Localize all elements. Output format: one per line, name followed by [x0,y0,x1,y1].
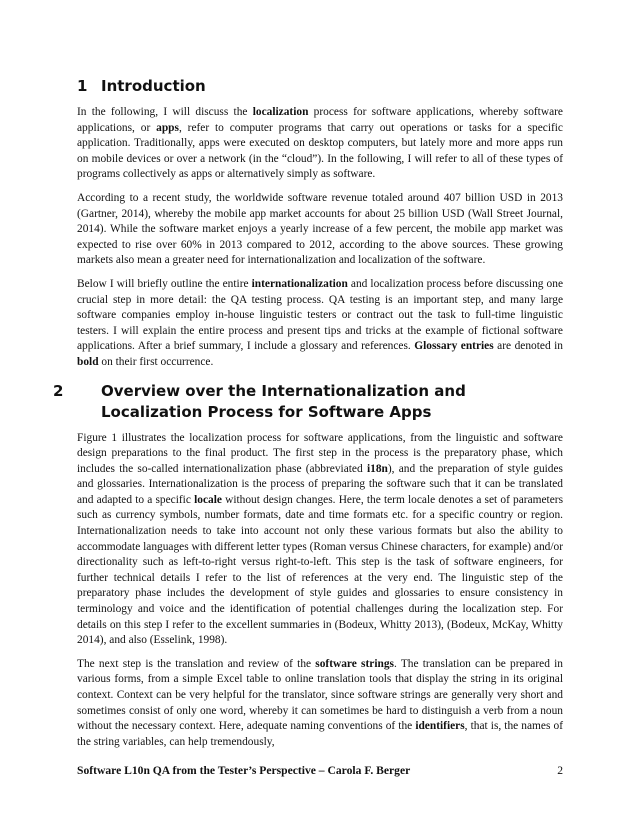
footer-title: Software L10n QA from the Tester’s Perspective – Carola F. Berger [77,764,411,777]
paragraph: According to a recent study, the worldwide software revenue totaled around 407 billion USD in 2013 (Gartner, 2014), whereby the mobile app market accounts for about 25 billion USD (Wall Street Journal, 2014). While the software market enjoys a yearly increase of a few percent, the mobile app market was expected to rise over 60% in 2013 compared to 2012, according to the above sources. These growing markets also mean a greater need for internationalization and localization of the software. [77,191,563,267]
section-number: 2 [53,381,64,400]
glossary-term: localization [252,106,309,118]
section-title: Overview over the Internationalization and Localization Process for Software Apps [101,381,466,421]
glossary-term: Glossary entries [414,340,494,353]
glossary-term: internationalization [251,277,348,290]
glossary-term: locale [194,493,222,506]
glossary-term: identifiers [415,720,465,733]
section-heading-introduction [77,76,563,97]
paragraph: Below I will briefly outline the entire internationalization and localization process before discussing one crucial step in more detail: the QA testing process. QA testing is an important step, and many large software companies employ in-house linguistic testers or contract out the task to full-time linguistic testers. I will explain the entire process and present tips and tricks at the example of fictional software applications. After a brief summary, I include a glossary and references. Glossary entries are denoted in bold on their first occurrence. [77,277,564,368]
paragraph: Figure 1 illustrates the localization process for software applications, from the linguistic and software design preparations to the final product. The first step in the process is the preparatory phase, which includes the so-called internationalization phase (abbreviated i18n), and the preparation of style guides and glossaries. Internationalization is the process of preparing the software such that it can be translated and adapted to a specific locale without design changes. Here, the term locale denotes a set of parameters such as currency symbols, number formats, date and time formats etc. for a specific country or region. Internationalization needs to take into account not only these various formats but also the ability to accommodate languages with different letter types (Roman versus Chinese characters, for example) and/or directionality such as left-to-right versus right-to-left. This step is the task of software engineers, for further technical details I refer to the list of references at the very end. The linguistic step of the preparatory phase includes the development of style guides and glossaries to ensure consistency in terminology and voice and the identification of potential challenges during the localization step. For details on this step I refer to the excellent summaries in (Bodeux, Whitty 2013), (Bodeux, McKay, Whitty 2014), and also (Esselink, 1998). [77,431,564,647]
glossary-term: apps [156,121,179,134]
bold-word: bold [77,355,99,368]
section-title: Introduction [101,77,206,95]
paragraph: In the following, I will discuss the localization process for software applications, whereby software applications, or apps, refer to computer programs that carry out operations or tasks for a specific application. Traditionally, apps were executed on desktop computers, but lately more and more apps run on mobile devices or over a network (in the “cloud”). In the following, I will refer to all of these types of programs collectively as apps or alternatively simply as software. [77,106,563,181]
section-heading-overview [53,381,563,423]
glossary-term: i18n [366,462,388,475]
glossary-term: software strings [315,657,394,670]
page-number: 2 [557,764,563,777]
page-footer [77,764,563,777]
page-content [53,76,564,758]
paragraph: The next step is the translation and review of the software strings. The translation can be prepared in various forms, from a simple Excel table to online translation tools that display the string in its original context. Context can be very helpful for the translator, since software strings are generally very short and sometimes consist of only one word, whereby it can sometimes be hard to distinguish a verb from a noun without the necessary context. Here, adequate naming conventions of the identifiers, that is, the names of the string variables, can help tremendously, [77,657,563,748]
section-number: 1 [77,77,88,95]
